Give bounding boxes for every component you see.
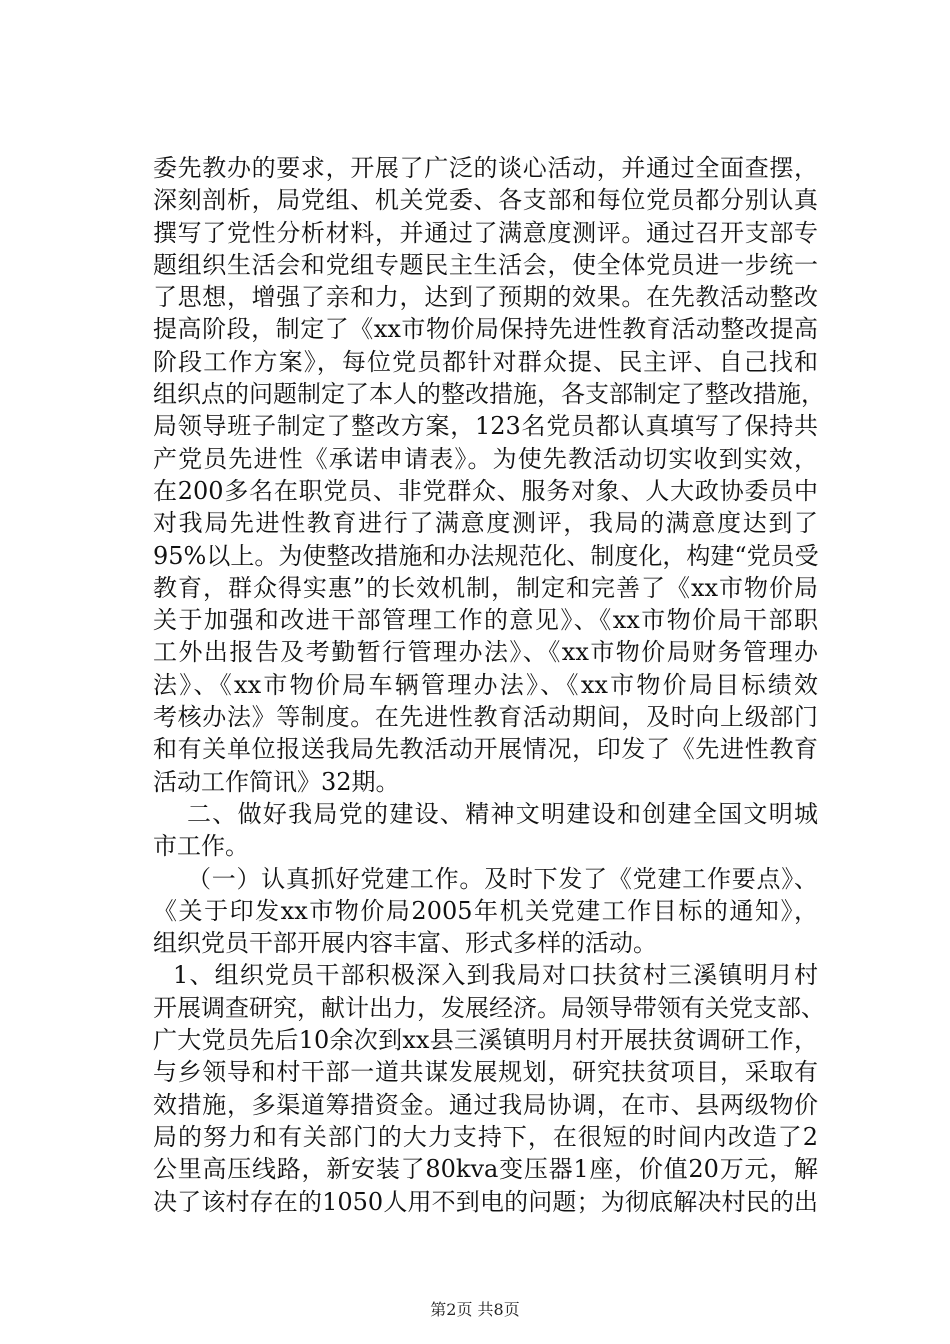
text-line: 法》、《xx市物价局车辆管理办法》、《xx市物价局目标绩效 [153,670,818,699]
text-line: 在200多名在职党员、非党群众、服务对象、人大政协委员中 [153,476,818,505]
text-line: 广大党员先后10余次到xx县三溪镇明月村开展扶贫调研工作， [153,1026,818,1055]
text-line: 《关于印发xx市物价局2005年机关党建工作目标的通知》， [153,896,818,925]
text-line: 组织党员干部开展内容丰富、形式多样的活动。 [153,929,657,958]
text-line: 和有关单位报送我局先教活动开展情况，印发了《先进性教育 [153,735,818,764]
text-line: 关于加强和改进干部管理工作的意见》、《xx市物价局干部职 [153,606,818,635]
text-line: 题组织生活会和党组专题民主生活会，使全体党员进一步统一 [153,250,818,279]
text-line: 局领导班子制定了整改方案，123名党员都认真填写了保持共 [153,412,818,441]
page-number-footer: 第2页 共8页 [430,1300,520,1319]
text-line: 95%以上。为使整改措施和办法规范化、制度化，构建“党员受 [153,541,819,570]
section-heading-line: 市工作。 [153,832,249,861]
text-line: 开展调查研究，献计出力，发展经济。局领导带领有关党支部、 [153,993,825,1022]
text-line: 产党员先进性《承诺申请表》。为使先教活动切实收到实效， [153,444,818,473]
text-line: 组织点的问题制定了本人的整改措施，各支部制定了整改措施， [153,380,825,409]
text-line: 委先教办的要求，开展了广泛的谈心活动，并通过全面查摆， [153,154,818,182]
text-line: 提高阶段，制定了《xx市物价局保持先进性教育活动整改提高 [153,315,818,344]
text-line: 活动工作简讯》32期。 [153,767,400,796]
text-line: 与乡领导和村干部一道共谋发展规划，研究扶贫项目，采取有 [153,1058,818,1087]
text-line: 考核办法》等制度。在先进性教育活动期间，及时向上级部门 [153,703,818,732]
numbered-item-line: 1、组织党员干部积极深入到我局对口扶贫村三溪镇明月村 [173,961,818,990]
text-line: 效措施，多渠道筹措资金。通过我局协调，在市、县两级物价 [153,1090,818,1119]
text-line: 工外出报告及考勤暂行管理办法》、《xx市物价局财务管理办 [153,638,818,667]
section-heading-line: 二、做好我局党的建设、精神文明建设和创建全国文明城 [187,799,818,828]
subsection-heading-line: （一）认真抓好党建工作。及时下发了《党建工作要点》、 [187,864,818,893]
text-line: 深刻剖析，局党组、机关党委、各支部和每位党员都分别认真 [153,186,818,215]
text-line: 公里高压线路，新安装了80kva变压器1座，价值20万元，解 [153,1155,818,1184]
document-body [153,152,825,1218]
text-line: 决了该村存在的1050人用不到电的问题；为彻底解决村民的出 [153,1187,818,1216]
text-line: 阶段工作方案》，每位党员都针对群众提、民主评、自己找和 [153,347,818,376]
text-line: 对我局先进性教育进行了满意度测评，我局的满意度达到了 [153,509,818,538]
text-line: 教育，群众得实惠”的长效机制，制定和完善了《xx市物价局 [153,573,818,602]
text-line: 了思想，增强了亲和力，达到了预期的效果。在先教活动整改 [153,283,818,312]
text-line: 撰写了党性分析材料，并通过了满意度测评。通过召开支部专 [153,218,818,247]
text-line: 局的努力和有关部门的大力支持下，在很短的时间内改造了2 [153,1122,818,1151]
